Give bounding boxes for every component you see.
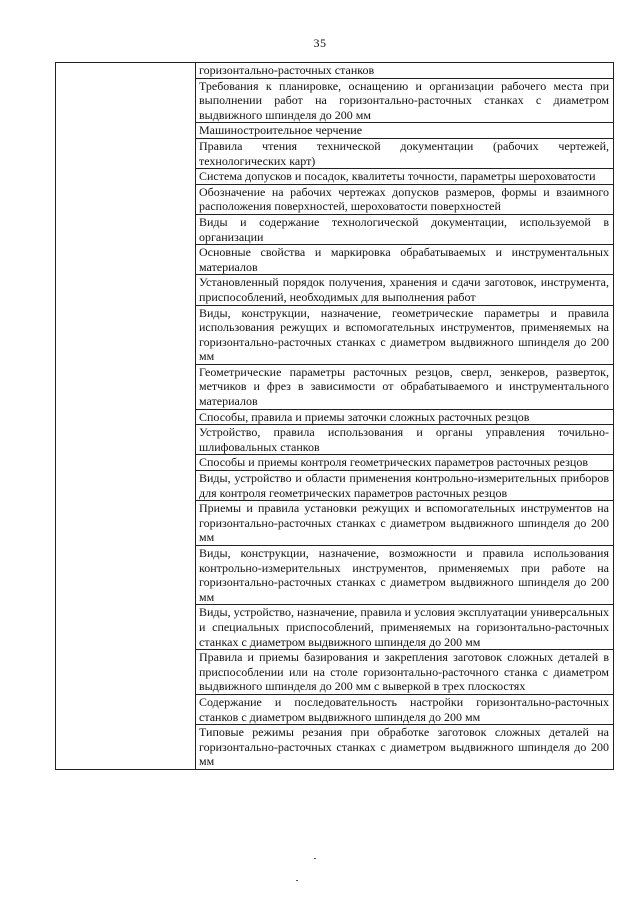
table-body (56, 63, 614, 770)
requirements-table (55, 62, 614, 770)
knowledge-item-cell: Система допусков и посадок, квалитеты точности, параметры шероховатости (196, 169, 614, 185)
scan-speck (314, 858, 316, 859)
knowledge-item-cell: Виды, устройство, назначение, правила и условия эксплуатации универсальных и специальных приспособлений, применяемых на горизонтально-расточных станках с диаметром выдвижного шпинделя до 200 мм (196, 605, 614, 650)
knowledge-item-cell: Правила и приемы базирования и закрепления заготовок сложных деталей в приспособлении или на столе горизонтально-расточного станка с диаметром выдвижного шпинделя до 200 мм с выверкой в трех плоскостях (196, 650, 614, 695)
knowledge-item-cell: Содержание и последовательность настройки горизонтально-расточных станков с диаметром выдвижного шпинделя до 200 мм (196, 694, 614, 724)
knowledge-item-cell: Машиностроительное черчение (196, 123, 614, 139)
knowledge-item-cell: Правила чтения технической документации (рабочих чертежей, технологических карт) (196, 138, 614, 168)
knowledge-item-cell: горизонтально-расточных станков (196, 63, 614, 79)
knowledge-item-cell: Основные свойства и маркировка обрабатываемых и инструментальных материалов (196, 245, 614, 275)
knowledge-item-cell: Требования к планировке, оснащению и организации рабочего места при выполнении работ на горизонтально-расточных станках с диаметром выдвижного шпинделя до 200 мм (196, 78, 614, 123)
knowledge-item-cell: Виды и содержание технологической документации, используемой в организации (196, 214, 614, 244)
knowledge-item-cell: Обозначение на рабочих чертежах допусков размеров, формы и взаимного расположения поверхностей, шероховатости поверхностей (196, 184, 614, 214)
knowledge-item-cell: Установленный порядок получения, хранения и сдачи заготовок, инструмента, приспособлений, необходимых для выполнения работ (196, 275, 614, 305)
knowledge-item-cell: Устройство, правила использования и органы управления точильно-шлифовальных станков (196, 425, 614, 455)
knowledge-item-cell: Способы, правила и приемы заточки сложных расточных резцов (196, 409, 614, 425)
scan-speck (296, 880, 298, 881)
knowledge-item-cell: Виды, конструкции, назначение, геометрические параметры и правила использования режущих и вспомогательных инструментов, применяемых на горизонтально-расточных станках с диаметром выдвижного шпинделя до 200 мм (196, 305, 614, 364)
knowledge-item-cell: Способы и приемы контроля геометрических параметров расточных резцов (196, 455, 614, 471)
knowledge-item-cell: Виды, конструкции, назначение, возможности и правила использования контрольно-измерительных инструментов, применяемых при работе на горизонтально-расточных станках с диаметром выдвижного шпинделя до 200 мм (196, 546, 614, 605)
knowledge-item-cell: Типовые режимы резания при обработке заготовок сложных деталей на горизонтально-расточных станках с диаметром выдвижного шпинделя до 200 мм (196, 725, 614, 770)
knowledge-item-cell: Геометрические параметры расточных резцов, сверл, зенкеров, разверток, метчиков и фрез в зависимости от обрабатываемого и инструментального материалов (196, 364, 614, 409)
knowledge-item-cell: Виды, устройство и области применения контрольно-измерительных приборов для контроля геометрических параметров расточных резцов (196, 471, 614, 501)
knowledge-item-cell: Приемы и правила установки режущих и вспомогательных инструментов на горизонтально-расточных станках с диаметром выдвижного шпинделя до 200 мм (196, 501, 614, 546)
page-number: 35 (313, 36, 327, 50)
left-column-cell (56, 63, 196, 770)
table-row (56, 63, 614, 79)
